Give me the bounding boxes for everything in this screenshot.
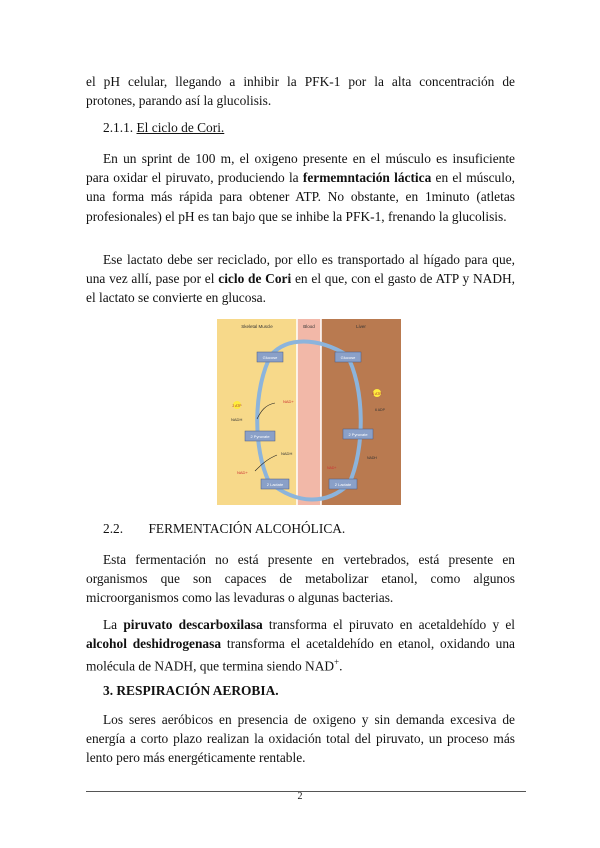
liver-nadh-label: NADH xyxy=(367,456,377,460)
paragraph-enzymes xyxy=(86,615,515,676)
bold-term: ciclo de Cori xyxy=(218,271,292,287)
liver-adp-label: 6 ADP xyxy=(375,408,385,412)
section-heading-3: 3. RESPIRACIÓN AEROBIA. xyxy=(103,683,279,698)
text-run: En un sprint de 100 m, el oxigeno presente en el músculo es insuficiente para oxidar el piruvato, produciendo la xyxy=(86,151,515,186)
paragraph-line: el pH celular, llegando a inhibir la PFK-1 por la alta concentración de xyxy=(86,74,515,89)
liver-pyruvate-label: 2 Pyruvate xyxy=(348,432,368,437)
section-heading-2-1-1 xyxy=(103,120,224,136)
nadh-label: NADH xyxy=(231,417,243,422)
blood-title: Blood xyxy=(303,324,315,329)
paragraph-lactate xyxy=(86,250,515,308)
text-run: transforma el piruvato en acetaldehído y el xyxy=(262,617,516,632)
liver-atp-label: 6 ATP xyxy=(372,392,382,396)
nadh-label-2: NADH xyxy=(281,451,293,456)
text-run: en el que, con el gasto de ATP y NADH, el lactato se convierte en glucosa. xyxy=(86,271,516,306)
text-run: en el músculo, una forma más rápida para obtener ATP. No obstante, en 1minuto (atletas profesionales) el pH es tan bajo que se inhibe la PFK-1, frenando la glucolisis. xyxy=(86,170,515,224)
muscle-pyruvate-label: 2 Pyruvate xyxy=(250,434,270,439)
nad-label: NAD+ xyxy=(283,399,294,404)
text-run: . xyxy=(339,658,343,674)
paragraph-continuation xyxy=(86,72,515,110)
section-heading-2-2 xyxy=(103,521,345,537)
paragraph-aerobic: Los seres aeróbicos en presencia de oxigeno y sin demanda excesiva de energía a corto plazo realizan la oxidación total del piruvato, un proceso más lento pero más energéticamente rentable. xyxy=(86,712,515,766)
nad-label-2: NAD+ xyxy=(237,470,248,475)
liver-nad-label: NAD+ xyxy=(327,466,337,470)
text-run: Ese lactato debe ser reciclado, por ello es transportado al hígado para que, una vez allí, pase por el xyxy=(86,252,515,287)
cori-cycle-figure xyxy=(217,319,401,505)
page-number: 2 xyxy=(297,791,303,802)
text-run: transforma el acetaldehído en etanol, oxidando una molécula de NADH, que termina siendo NAD xyxy=(86,636,515,674)
section-title: FERMENTACIÓN ALCOHÓLICA. xyxy=(148,521,346,536)
paragraph-alcoholic: Esta fermentación no está presente en vertebrados, está presente en organismos que son capaces de metabolizar etanol, como algunos microorganismos como las levaduras o algunas bacterias. xyxy=(86,552,515,606)
superscript: + xyxy=(334,657,340,668)
paragraph-line: protones, parando así la glucolisis. xyxy=(86,93,272,109)
blood-region xyxy=(297,319,321,505)
muscle-lactate-label: 2 Lactate xyxy=(266,482,284,487)
bold-term: alcohol deshidrogenasa xyxy=(86,636,222,652)
text-run: La xyxy=(103,617,124,632)
section-title: El ciclo de Cori. xyxy=(136,120,225,135)
bold-term: piruvato descarboxilasa xyxy=(123,617,263,632)
muscle-glucose-label: Glucose xyxy=(262,355,278,360)
muscle-title: Skeletal Muscle xyxy=(241,324,273,329)
liver-glucose-label: Glucose xyxy=(340,355,356,360)
atp-label: 2 ATP xyxy=(232,404,242,408)
bold-term: fermemntación láctica xyxy=(302,170,432,186)
section-number: 2.2. xyxy=(103,521,124,536)
liver-title: Liver xyxy=(356,324,366,329)
section-number: 2.1.1. xyxy=(103,120,134,135)
paragraph-sprint xyxy=(86,149,515,226)
liver-lactate-label: 2 Lactate xyxy=(334,482,352,487)
